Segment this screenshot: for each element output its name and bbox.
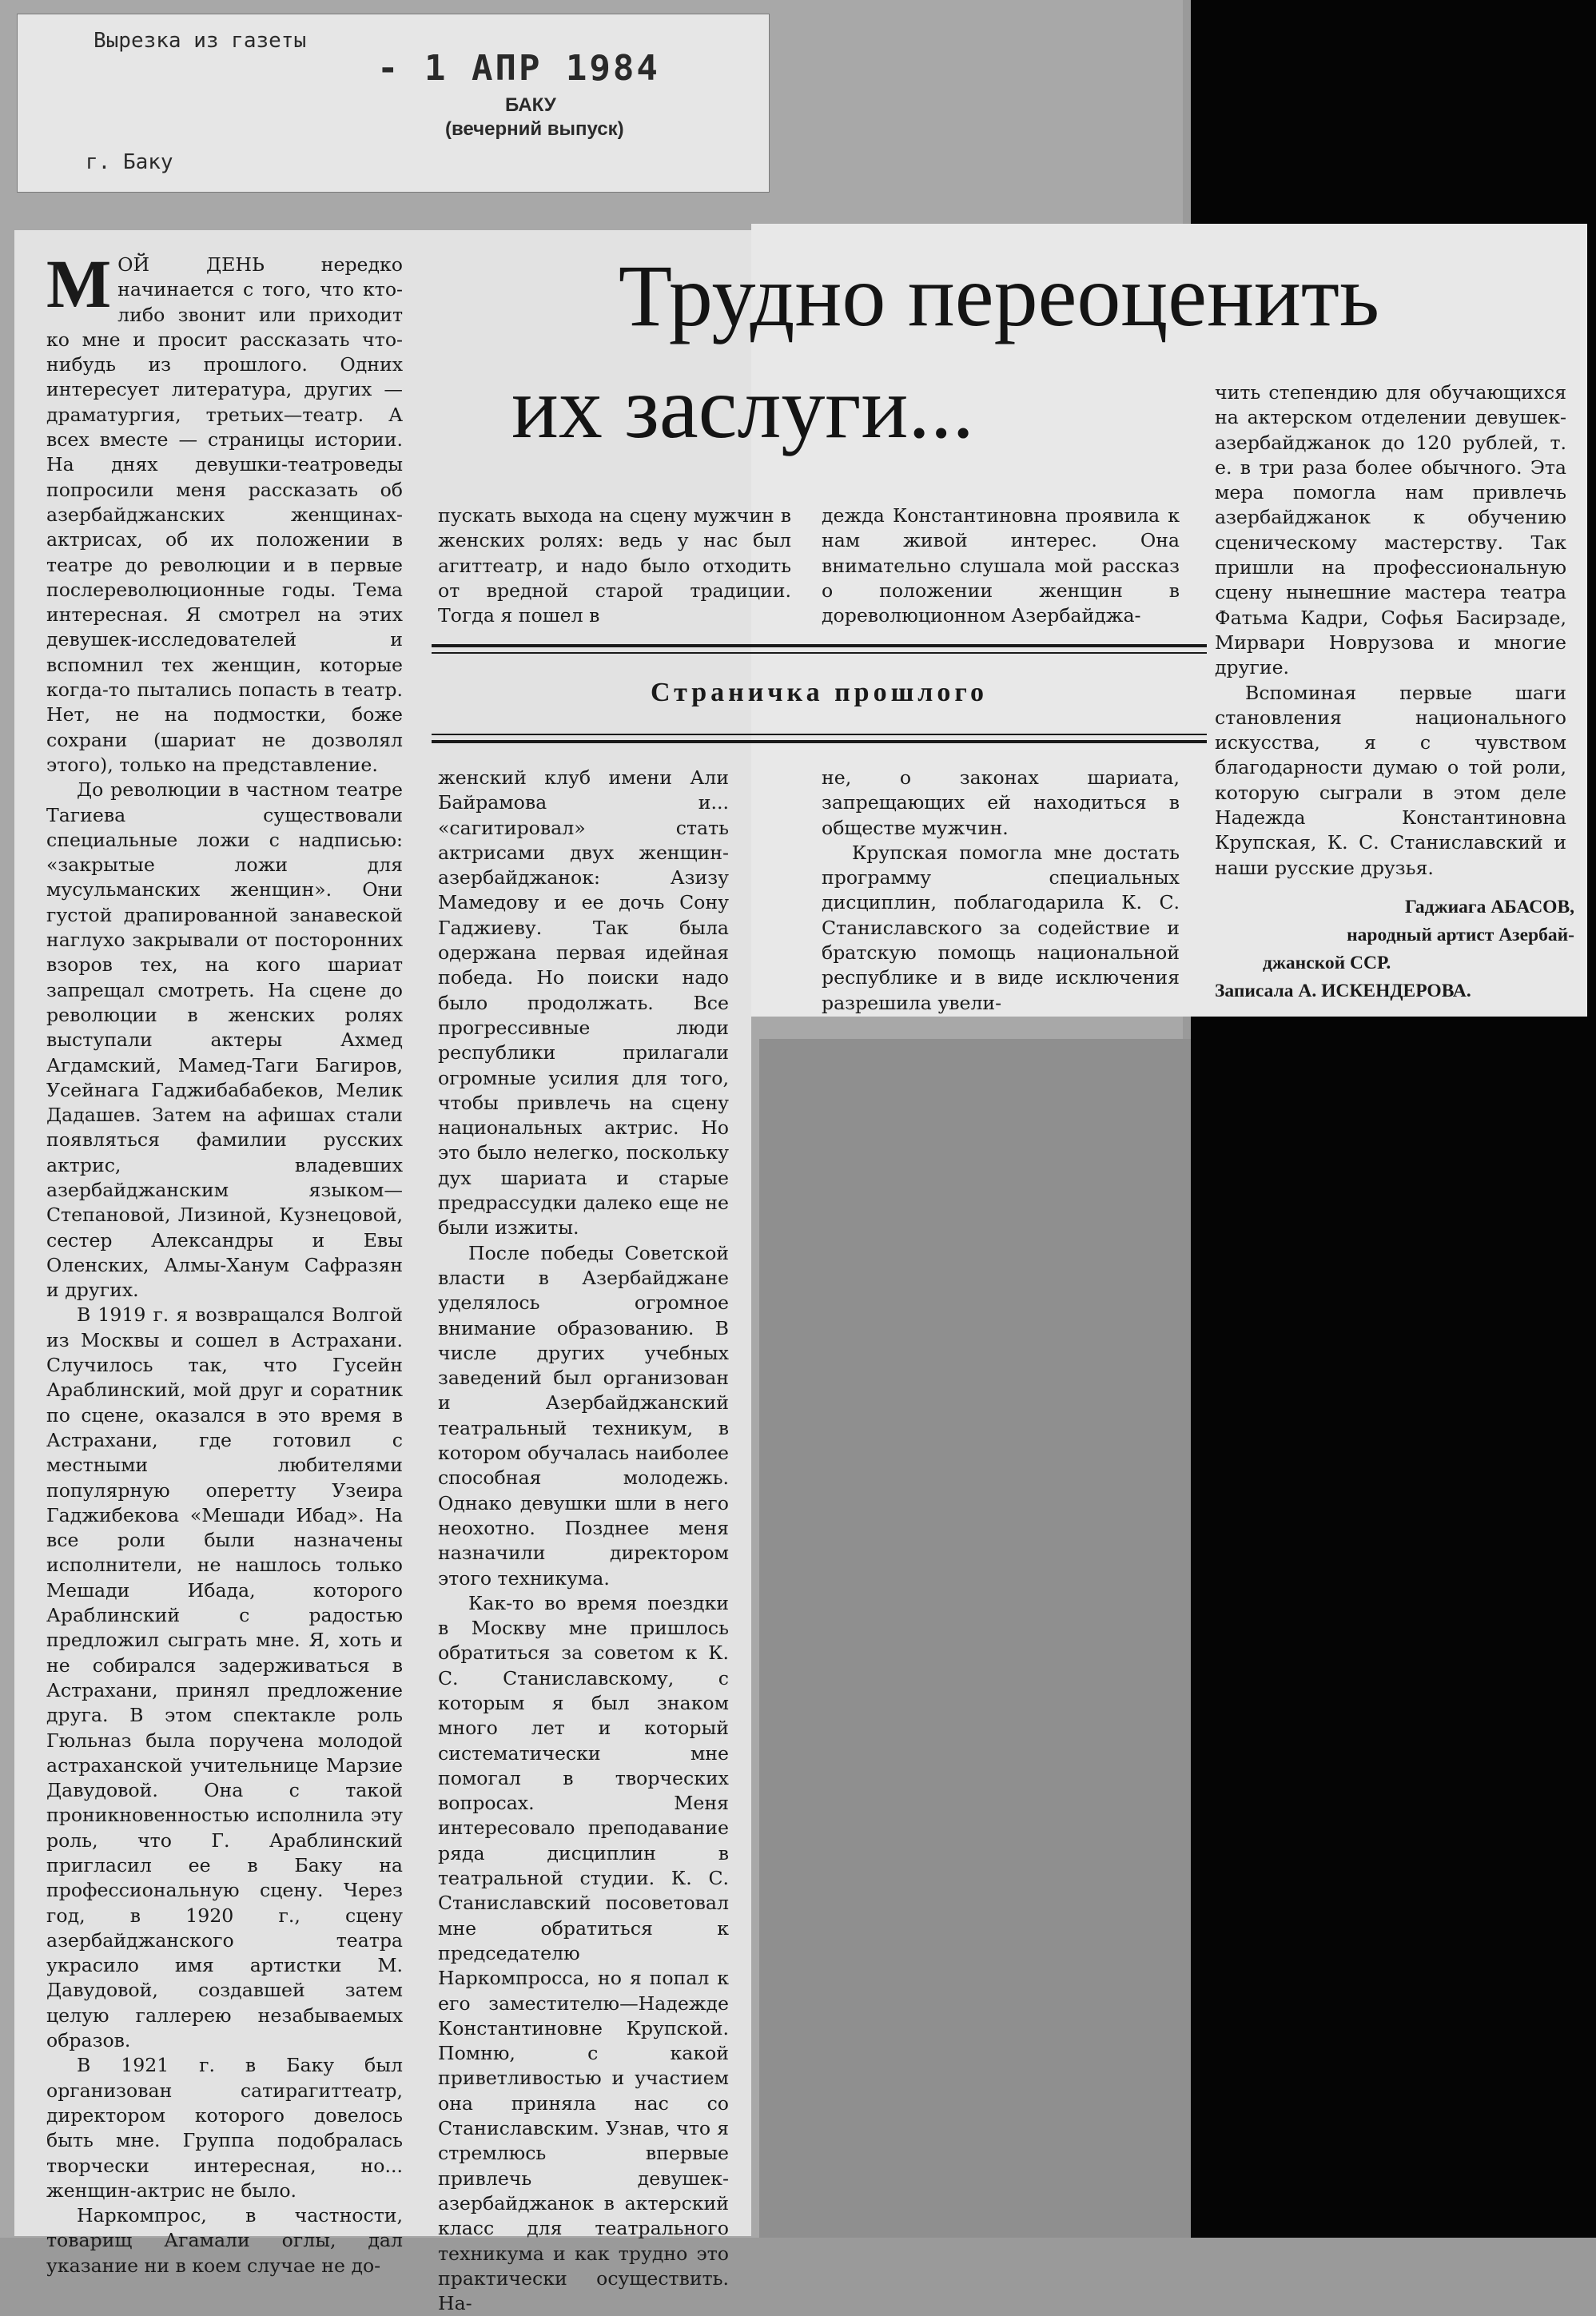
article-paragraph: До революции в частном театре Тагиева существовали специальные ложи с надписью: «закрытые ложи для мусульманских женщин». Они густой драпированной занавеской наглухо закрывали от посторонних взоров тех, на кого шариат запрещал смотреть. На сцене до революции в женских ролях выступали актеры Ахмед Агдамский, Мамед-Таги Багиров, Усейнага Гаджибабабеков, Мелик Дадашев. Затем на афишах стали появляться фамилии русских актрис, владевших азербайджанским языком—Степановой, Лизиной, Кузнецовой, сестер Александры и Евы Оленских, Алмы-Ханум Сафразян и других. [46, 778, 403, 1302]
article-paragraph: Наркомпрос, в частности, товарищ Агамали оглы, дал указание ни в коем случае не до- [46, 2204, 403, 2277]
background-gray-lower [759, 1039, 1191, 2238]
signature-title-1: народный артист Азербай- [1347, 925, 1574, 945]
rubric-rule-bottom-2 [432, 740, 1207, 743]
rubric-rule-bottom [432, 734, 1207, 735]
rubric-rule-top [432, 644, 1207, 647]
article-column-3 [822, 766, 1180, 1016]
signature-author: Гаджиага АБАСОВ, [1405, 897, 1574, 917]
article-column-2 [438, 766, 729, 2316]
article-paragraph: не, о законах шариата, запрещающих ей находиться в обществе мужчин. [822, 766, 1180, 839]
article-column-3-top [822, 503, 1180, 628]
article-paragraph: Крупская помогла мне достать программу специальных дисциплин, поблагодарила К. С. Станиславского за содействие и братскую помощь национальной республике и в виде исключения разрешила увели- [822, 841, 1180, 1014]
article-paragraph: Вспоминая первые шаги становления национального искусства, я с чувством благодарности думаю о той роли, которую сыграли в этом деле Надежда Константиновна Крупская, К. С. Станиславский и наши русские друзья. [1215, 681, 1566, 879]
article-paragraph: В 1921 г. в Баку был организован сатирагиттеатр, директором которого довелось быть мне. Группа подобралась творчески интересная, но... женщин-актрис не было. [46, 2054, 403, 2202]
headline-line-1: Трудно переоценить [618, 247, 1380, 344]
date-stamp: - 1 АПР 1984 [377, 48, 660, 89]
article-paragraph: МОЙ ДЕНЬ нередко начинается с того, что кто-либо звонит или приходит ко мне и просит рассказать что-нибудь из прошлого. Одних интересует литература, других —драматургия, третьих—театр. А всех вместе — страницы истории. На днях девушки-театроведы попросили меня рассказать об азербайджанских женщинах-актрисах, об их положении в театре до революции и в первые послереволюционные годы. Тема интересная. Я смотрел на этих девушек-исследователей и вспомнил тех женщин, которые когда-то пытались попасть в театр. Нет, не на подмостки, боже сохрани (шариат не дозволял этого), только на представление. [46, 245, 403, 776]
signature-title-2: джанской ССР. [1263, 953, 1391, 973]
clipping-label-card [18, 14, 769, 192]
article-column-4 [1215, 380, 1566, 881]
headline-line-2: их заслуги... [511, 359, 974, 456]
clipping-city: г. Баку [86, 150, 173, 174]
article-paragraph: женский клуб имени Али Байрамова и... «сагитировал» стать актрисами двух женщин-азербайджанок: Азизу Мамедову и ее дочь Сону Гаджиеву. Так была одержана первая идейная победа. Но поиски надо было продолжать. Все прогрессивные люди республики прилагали огромные усилия для того, чтобы привлечь на сцену национальных актрис. Но это было нелегко, поскольку дух шариата и старые предрассудки далеко еще не были изжиты. [438, 766, 729, 1240]
article-paragraph: чить степендию для обучающихся на актерском отделении девушек-азербайджанок до 120 рублей, т. е. в три раза более обычного. Эта мера помогла нам привлечь азербайджанок к обучению сценическому мастерству. Так пришли на профессиональную сцену нынешние мастера театра Фатьма Кадри, Софья Басирзаде, Мирвари Новрузова и многие другие. [1215, 381, 1566, 679]
signature-block [1215, 893, 1574, 1005]
rubric-rule-top-2 [432, 652, 1207, 654]
article-column-1 [46, 245, 403, 2278]
clipping-label-title: Вырезка из газеты [94, 29, 307, 53]
newspaper-edition: (вечерний выпуск) [445, 118, 624, 140]
article-paragraph: дежда Константиновна проявила к нам живой интерес. Она внимательно слушала мой рассказ о положении женщин в дореволюционном Азербайджа- [822, 504, 1180, 627]
article-paragraph: Как-то во время поездки в Москву мне пришлось обратиться за советом к К. С. Станиславскому, с которым я был знаком много лет и который систематически мне помогал в творческих вопросах. Меня интересовало преподавание ряда дисциплин в театральной студии. К. С. Станиславский посоветовал мне обратиться к председателю Наркомпросса, но я попал к его заместителю—Надежде Константиновне Крупской. Помню, с какой приветливостью и участием она приняла нас со Станиславским. Узнав, что я стремлюсь впервые привлечь девушек-азербайджанок в актерский класс для театрального техникума и как трудно это практически осуществить. На- [438, 1591, 729, 2315]
article-paragraph: пускать выхода на сцену мужчин в женских ролях: ведь у нас был агиттеатр, и надо было отходить от вредной старой традиции. Тогда я пошел в [438, 504, 791, 627]
article-paragraph: В 1919 г. я возвращался Волгой из Москвы и сошел в Астрахани. Случилось так, что Гусейн Араблинский, мой друг и соратник по сцене, оказался в это время в Астрахани, где готовил с местными любителями популярную оперетту Узеира Гаджибекова «Мешади Ибад». На все роли были назначены исполнители, не нашлось только Мешади Ибада, которого Араблинский с радостью предложил сыграть мне. Я, хоть и не собирался задерживаться в Астрахани, принял предложение друга. В этом спектакле роль Гюльназ была поручена молодой астраханской учительнице Марзие Давудовой. Она с такой проникновенностью исполнила эту роль, что Г. Араблинский пригласил ее в Баку на профессиональную сцену. Через год, в 1920 г., сцену азербайджанского театра украсило имя артистки М. Давудовой, создавшей затем целую галлерею незабываемых образов. [46, 1303, 403, 2052]
newspaper-name: БАКУ [505, 94, 556, 116]
signature-recorded-by: Записала А. ИСКЕНДЕРОВА. [1215, 981, 1471, 1001]
article-paragraph: После победы Советской власти в Азербайджане уделялось огромное внимание образованию. В числе других учебных заведений был организован и Азербайджанский театральный техникум, в котором обучалась наиболее способная молодежь. Однако девушки шли в него неохотно. Позднее меня назначили директором этого техникума. [438, 1241, 729, 1590]
rubric-title: Страничка прошлого [651, 678, 988, 707]
article-column-2-top [438, 503, 791, 628]
drop-cap: М [46, 245, 112, 322]
